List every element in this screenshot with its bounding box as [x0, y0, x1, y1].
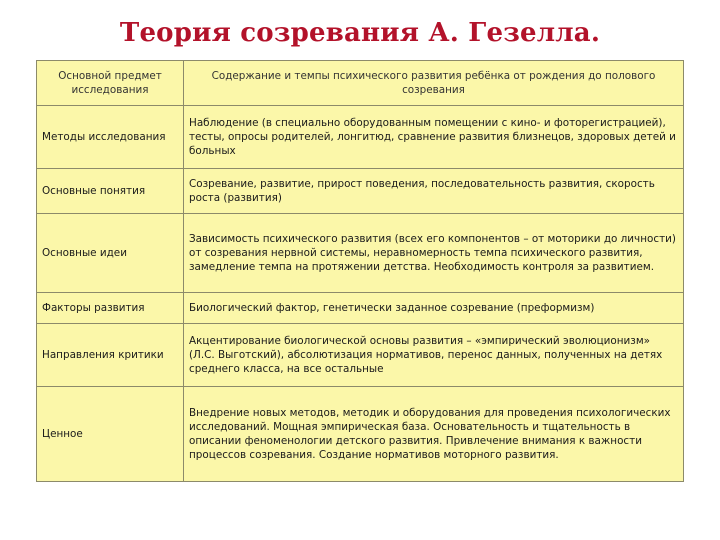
table-row-valuable: [37, 387, 684, 482]
row-label: Методы исследования: [37, 106, 184, 169]
row-label: Ценное: [37, 387, 184, 482]
table-row-critique: [37, 324, 684, 387]
row-content: Содержание и темпы психического развития ребёнка от рождения до полового созревания: [184, 61, 684, 106]
table-row-methods: [37, 106, 684, 169]
row-content: Биологический фактор, генетически заданное созревание (преформизм): [184, 293, 684, 324]
row-content: Зависимость психического развития (всех его компонентов – от моторики до личности) от созревания нервной системы, неравномерность темпа психического развития, замедление темпа на протяжении детства. Необходимость контроля за развитием.: [184, 214, 684, 293]
row-label: Основной предмет исследования: [37, 61, 184, 106]
row-label: Основные идеи: [37, 214, 184, 293]
row-content: Созревание, развитие, прирост поведения, последовательность развития, скорость роста (развития): [184, 169, 684, 214]
row-label: Факторы развития: [37, 293, 184, 324]
row-content: Внедрение новых методов, методик и оборудования для проведения психологических исследований. Мощная эмпирическая база. Основательность и тщательность в описании феноменологии детского развития. Привлечение внимания к важности процессов созревания. Создание нормативов моторного развития.: [184, 387, 684, 482]
table-row-concepts: [37, 169, 684, 214]
table-row-subject: [37, 61, 684, 106]
row-label: Основные понятия: [37, 169, 184, 214]
table-row-ideas: [37, 214, 684, 293]
row-content: Акцентирование биологической основы развития – «эмпирический эволюционизм» (Л.С. Выготский), абсолютизация нормативов, перенос данных, полученных на детях среднего класса, на все остальные: [184, 324, 684, 387]
row-label: Направления критики: [37, 324, 184, 387]
gesell-theory-table: [36, 60, 684, 482]
slide-title: Теория созревания А. Гезелла.: [119, 18, 601, 48]
row-content: Наблюдение (в специально оборудованным помещении с кино- и фоторегистрацией), тесты, опросы родителей, лонгитюд, сравнение развития близнецов, здоровых детей и больных: [184, 106, 684, 169]
table-row-factors: [37, 293, 684, 324]
